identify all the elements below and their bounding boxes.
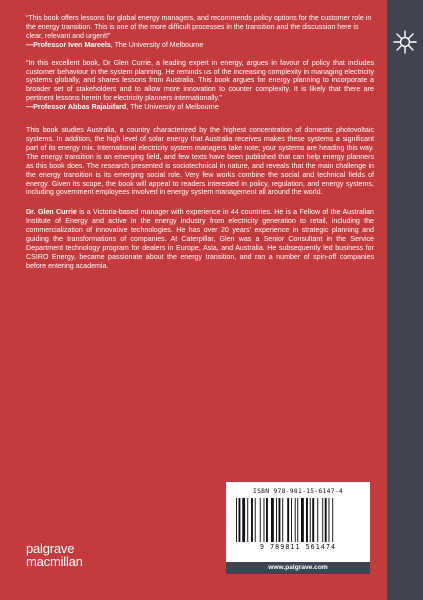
- quote-author: —Professor Iven Mareels: [26, 40, 111, 49]
- barcode-bar: [282, 498, 283, 542]
- barcode-bar: [297, 498, 298, 542]
- barcode-bar: [306, 498, 308, 542]
- publisher-website: www.palgrave.com: [226, 562, 370, 574]
- barcode-bar: [301, 498, 304, 542]
- barcode-bar: [242, 498, 245, 542]
- barcode-digits: 9 789811 561474: [259, 543, 337, 551]
- barcode-bar: [236, 498, 237, 542]
- barcode-bar: [325, 498, 327, 542]
- quote-affiliation: , The University of Melbourne: [110, 40, 204, 49]
- quote-author: —Professor Abbas Rajabifard: [26, 103, 127, 112]
- barcode-bar: [279, 498, 281, 542]
- quote-affiliation: , The University of Melbourne: [126, 103, 219, 112]
- barcode-bar: [239, 498, 241, 542]
- publisher-logo: [26, 542, 146, 568]
- spine-strip: [387, 0, 423, 600]
- endorsement-quote-1: [26, 14, 374, 50]
- quote-text: “In this excellent book, Dr Glen Currie, a leading expert in energy, argues in favour of policy that includes customer behaviour in the system planning. He reminds us of the increasing complexity in managing electricity systems globally, and shares lessons from Australia. This book argues for energy planning to incorporate a broader set of stakeholders and to allow more innovation to counter complexity. It is likely that there are pertinent lessons herein for electricity planners internationally.”: [26, 58, 374, 103]
- barcode: [226, 482, 370, 562]
- barcode-bar: [271, 498, 274, 542]
- book-description: This book studies Australia, a country characterized by the highest concentration of domestic photovoltaic systems. In addition, the high level of solar energy that Australia receives makes these systems a significant part of its energy mix. International electricity system managers take note; your systems are heading this way. The energy transition is an emerging field, and few texts have been published that can help energy planners as this book does. The research presented is sociotechnical in nature, and reveals that the main challenge in the energy transition is its emerging social role. Very few works combine the social and technical fields of energy. Given its scope, the book will appeal to readers interested in policy, regulation, and energy systems, including government employees involved in energy system management all around the world.: [26, 126, 374, 197]
- author-bio: [26, 208, 374, 270]
- barcode-bar: [295, 498, 296, 542]
- barcode-bar: [266, 498, 268, 542]
- barcode-bar: [332, 498, 333, 542]
- author-name: Dr. Glen Currie: [26, 208, 77, 217]
- barcode-bar: [251, 498, 253, 542]
- barcode-bar: [260, 498, 261, 542]
- barcode-bar: [291, 498, 292, 542]
- barcode-bar: [312, 498, 314, 542]
- publisher-line-1: palgrave: [26, 541, 75, 556]
- barcode-bar: [322, 498, 323, 542]
- quote-text: “This book offers lessons for global energy managers, and recommends policy options for the customer role in the energy transition. This is one of the more difficult processes in the transition and the discussion here is clear, relevant and urgent!”: [26, 14, 372, 40]
- author-bio-text: is a Victoria-based manager with experience in 44 countries. He is a Fellow of the Australian Institute of Energy and active in the energy industry from electricity generation to retail, including the commercialization of innovative technologies. He has over 20 years’ experience in strategic planning and guiding the transformations of companies. At Caterpillar, Glen was a Senior Consultant in the Service Department technology program for dealers in Europe, Asia, and Australia. He subsequently led business for CSIRO Energy, became passionate about the energy transition, and ran a number of spin-off companies before entering academia.: [26, 208, 374, 270]
- barcode-bar: [264, 498, 265, 542]
- back-cover-text: [26, 14, 374, 271]
- barcode-bars: [234, 498, 362, 542]
- barcode-bar: [310, 498, 311, 542]
- barcode-bar: [247, 498, 248, 542]
- barcode-bar: [317, 498, 318, 542]
- endorsement-quote-2: [26, 59, 374, 112]
- isbn-label: ISBN 978-981-15-6147-4: [252, 488, 343, 495]
- quote-attribution: [26, 41, 374, 50]
- barcode-bar: [329, 498, 330, 542]
- quote-attribution: [26, 103, 374, 112]
- barcode-bar: [276, 498, 277, 542]
- barcode-bar: [255, 498, 256, 542]
- publisher-line-2: macmillan: [26, 554, 83, 569]
- barcode-bar: [287, 498, 289, 542]
- springer-logo-icon: [391, 28, 419, 56]
